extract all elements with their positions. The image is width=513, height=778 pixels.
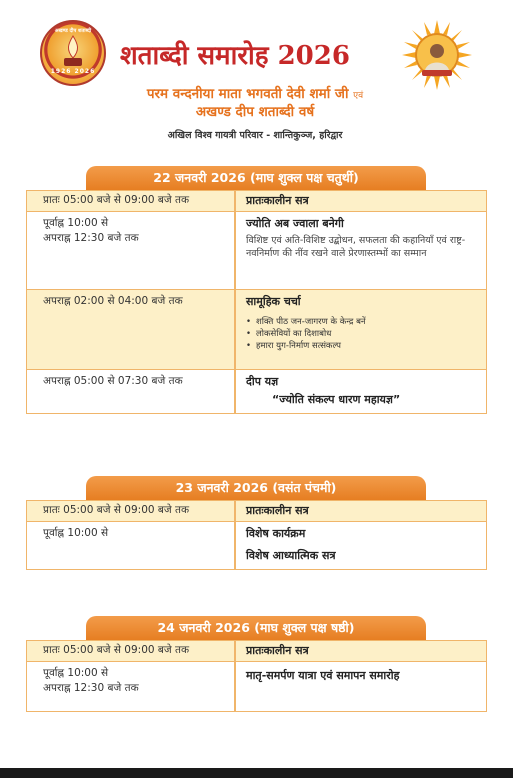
subtitle-name: परम वन्दनीया माता भगवती देवी शर्मा जी: [146, 86, 349, 102]
row-activity: प्रातःकालीन सत्र: [246, 644, 309, 657]
row-time: [43, 666, 233, 696]
schedule-table: [26, 500, 487, 570]
day-header: 23 जनवरी 2026 (वसंत पंचमी): [86, 476, 426, 500]
row-time: प्रातः 05:00 बजे से 09:00 बजे तक: [43, 504, 190, 516]
row-time-line-2: अपराह्न 12:30 बजे तक: [43, 232, 139, 244]
column-divider: [234, 370, 236, 413]
schedule-row: [27, 191, 486, 211]
column-divider: [234, 522, 236, 569]
bottom-bar: [0, 768, 513, 778]
row-description: विशिष्ट एवं अति-विशिष्ट उद्बोधन, सफलता की कहानियाँ एवं राष्ट्र-नवनिर्माण की नींव रखने वाले प्रेरणास्तम्भों का सम्मान: [246, 235, 466, 259]
logo-arc-text: अखण्ड दीप शताब्दी: [54, 28, 92, 34]
row-activity: विशेष कार्यक्रम: [246, 527, 306, 540]
header: [0, 0, 513, 160]
column-divider: [234, 662, 236, 711]
bullet-item: • लोकसेवियों का दिशाबोध: [246, 328, 481, 340]
row-time: [43, 216, 233, 246]
centenary-logo-icon: [40, 20, 106, 86]
bullet-item: • हमारा युग-निर्माण सत्संकल्प: [246, 340, 481, 352]
column-divider: [234, 290, 236, 369]
column-divider: [234, 641, 236, 661]
schedule-row: [27, 661, 486, 711]
row-activity-subtitle: विशेष आध्यात्मिक सत्र: [246, 549, 336, 562]
row-activity: ज्योति अब ज्वाला बनेगी: [246, 217, 344, 230]
row-time: अपराह्न 05:00 से 07:30 बजे तक: [43, 375, 183, 387]
schedule-table: [26, 640, 487, 712]
column-divider: [234, 212, 236, 289]
row-time: पूर्वाह्न 10:00 से: [43, 527, 109, 539]
day-header: 22 जनवरी 2026 (माघ शुक्ल पक्ष चतुर्थी): [86, 166, 426, 190]
row-time: अपराह्न 02:00 से 04:00 बजे तक: [43, 295, 183, 307]
row-time-line-1: पूर्वाह्न 10:00 से: [43, 217, 109, 229]
row-time: प्रातः 05:00 बजे से 09:00 बजे तक: [43, 644, 190, 656]
subtitle-conjunction: एवं: [353, 91, 364, 101]
row-time: प्रातः 05:00 बजे से 09:00 बजे तक: [43, 194, 190, 206]
schedule-row: [27, 501, 486, 521]
schedule-table: [26, 190, 487, 414]
row-activity: प्रातःकालीन सत्र: [246, 194, 309, 207]
bullet-list: [246, 316, 481, 352]
subtitle-line-1: [105, 84, 405, 102]
column-divider: [234, 501, 236, 521]
schedule-row: [27, 289, 486, 369]
bullet-item: • शक्ति पीठ जन-जागरण के केन्द्र बनें: [246, 316, 481, 328]
row-activity: दीप यज्ञ: [246, 375, 279, 388]
logo-years-text: 1926 2026: [50, 68, 96, 75]
row-activity: सामूहिक चर्चा: [246, 295, 301, 308]
row-time-line-2: अपराह्न 12:30 बजे तक: [43, 682, 139, 694]
row-activity: प्रातःकालीन सत्र: [246, 504, 309, 517]
schedule-row: [27, 211, 486, 289]
day-header: 24 जनवरी 2026 (माघ शुक्ल पक्ष षष्ठी): [86, 616, 426, 640]
subtitle-line-2: अखण्ड दीप शताब्दी वर्ष: [195, 104, 315, 120]
column-divider: [234, 191, 236, 211]
page-title: शताब्दी समारोह 2026: [120, 41, 350, 71]
organization-line: अखिल विश्व गायत्री परिवार - शान्तिकुञ्ज, हरिद्वार: [167, 130, 343, 141]
schedule-row: [27, 369, 486, 413]
row-activity: मातृ-समर्पण यात्रा एवं समापन समारोह: [246, 669, 400, 682]
portrait-sunburst-icon: [402, 20, 472, 90]
row-activity-subtitle: “ज्योति संकल्प धारण महायज्ञ”: [272, 393, 401, 406]
schedule-row: [27, 521, 486, 569]
row-time-line-1: पूर्वाह्न 10:00 से: [43, 667, 109, 679]
schedule-row: [27, 641, 486, 661]
